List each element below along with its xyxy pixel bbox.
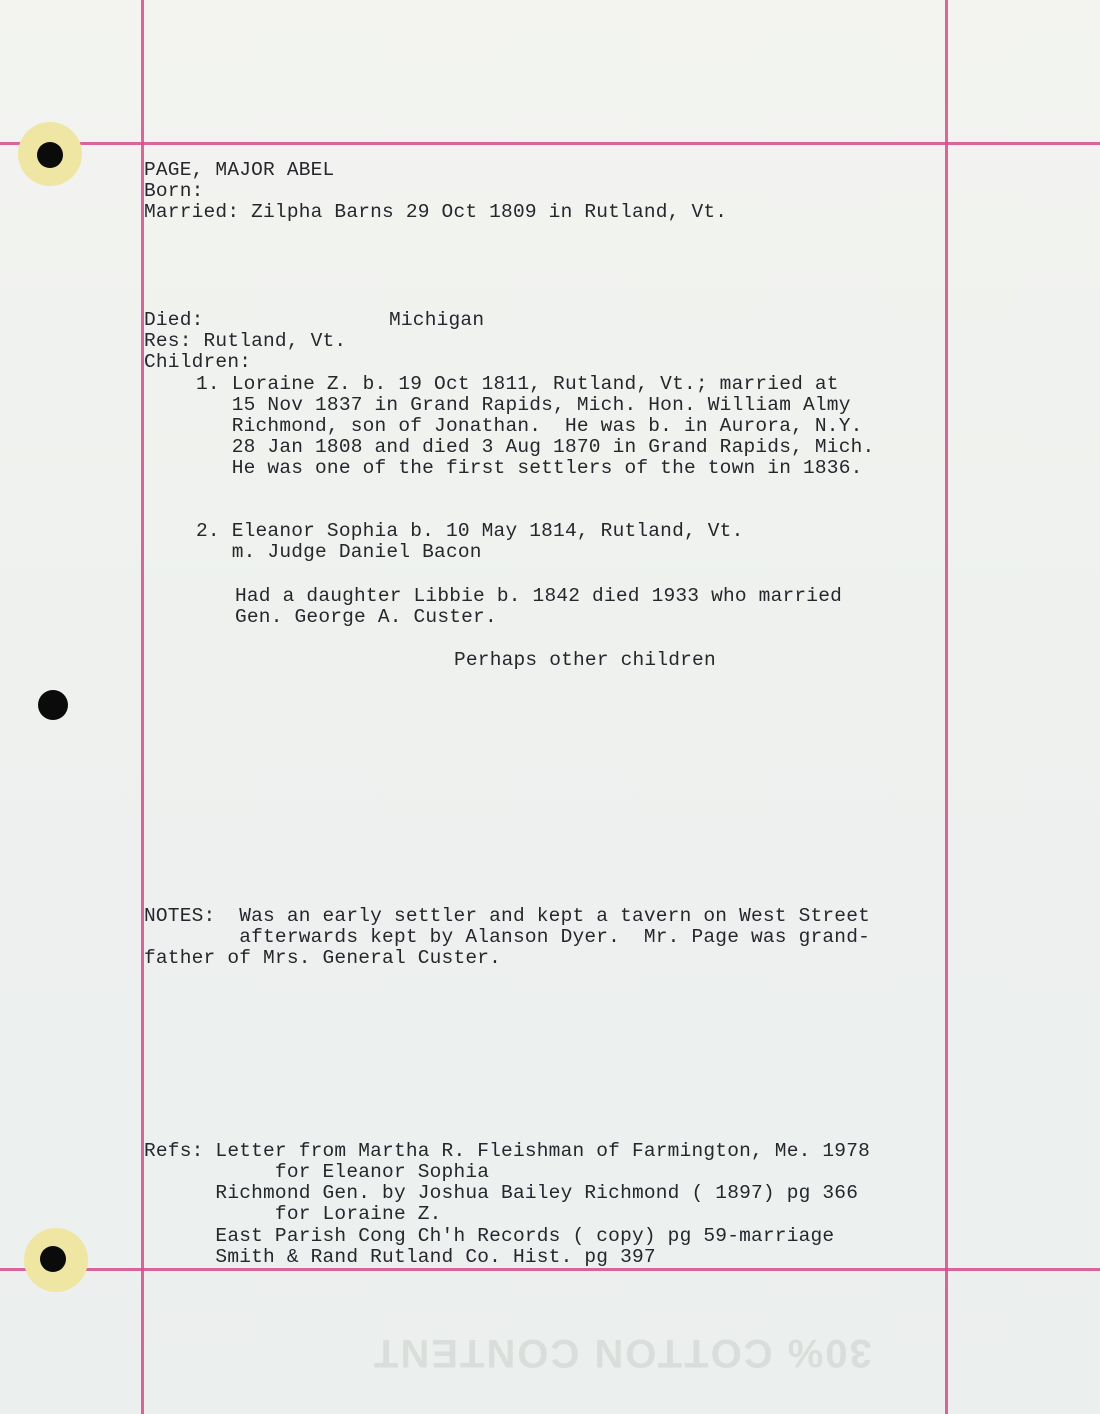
punch-hole-bottom [40,1246,66,1272]
child-2-note-line: Gen. George A. Custer. [235,606,497,628]
died-place: Michigan [389,309,485,331]
notes-line: NOTES: Was an early settler and kept a tavern on West Street [144,905,871,927]
top-margin-rule [0,142,1100,145]
right-margin-rule [945,0,948,1414]
residence-line: Res: Rutland, Vt. [144,330,347,352]
child-1-line: Richmond, son of Jonathan. He was b. in Aurora, N.Y. [196,415,863,437]
refs-line: for Eleanor Sophia [144,1161,490,1183]
notes-line: afterwards kept by Alanson Dyer. Mr. Page was grand- [144,926,871,948]
refs-line: East Parish Cong Ch'h Records ( copy) pg 59-marriage [144,1225,835,1247]
notes-line: father of Mrs. General Custer. [144,947,502,969]
child-1-line: 28 Jan 1808 and died 3 Aug 1870 in Grand Rapids, Mich. [196,436,875,458]
died-label: Died: [144,309,204,331]
child-2-note-line: Had a daughter Libbie b. 1842 died 1933 who married [235,585,842,607]
child-2-line: 2. Eleanor Sophia b. 10 May 1814, Rutland, Vt. [196,520,744,542]
child-1-line: He was one of the first settlers of the town in 1836. [196,457,863,479]
refs-line: Smith & Rand Rutland Co. Hist. pg 397 [144,1246,656,1268]
child-1-line: 15 Nov 1837 in Grand Rapids, Mich. Hon. William Almy [196,394,851,416]
record-name: PAGE, MAJOR ABEL [144,159,335,181]
child-1-line: 1. Loraine Z. b. 19 Oct 1811, Rutland, Vt.; married at [196,373,839,395]
perhaps-other-children: Perhaps other children [454,649,716,671]
child-2-line: m. Judge Daniel Bacon [196,541,482,563]
refs-line: Richmond Gen. by Joshua Bailey Richmond ( 1897) pg 366 [144,1182,859,1204]
punch-hole-middle [38,690,68,720]
refs-line: for Loraine Z. [144,1203,442,1225]
paper-watermark: 30% COTTON CONTENT [372,1331,872,1375]
punch-hole-top [37,142,63,168]
married-line: Married: Zilpha Barns 29 Oct 1809 in Rutland, Vt. [144,201,728,223]
born-line: Born: [144,180,204,202]
refs-line: Refs: Letter from Martha R. Fleishman of Farmington, Me. 1978 [144,1140,871,1162]
children-label: Children: [144,351,252,373]
